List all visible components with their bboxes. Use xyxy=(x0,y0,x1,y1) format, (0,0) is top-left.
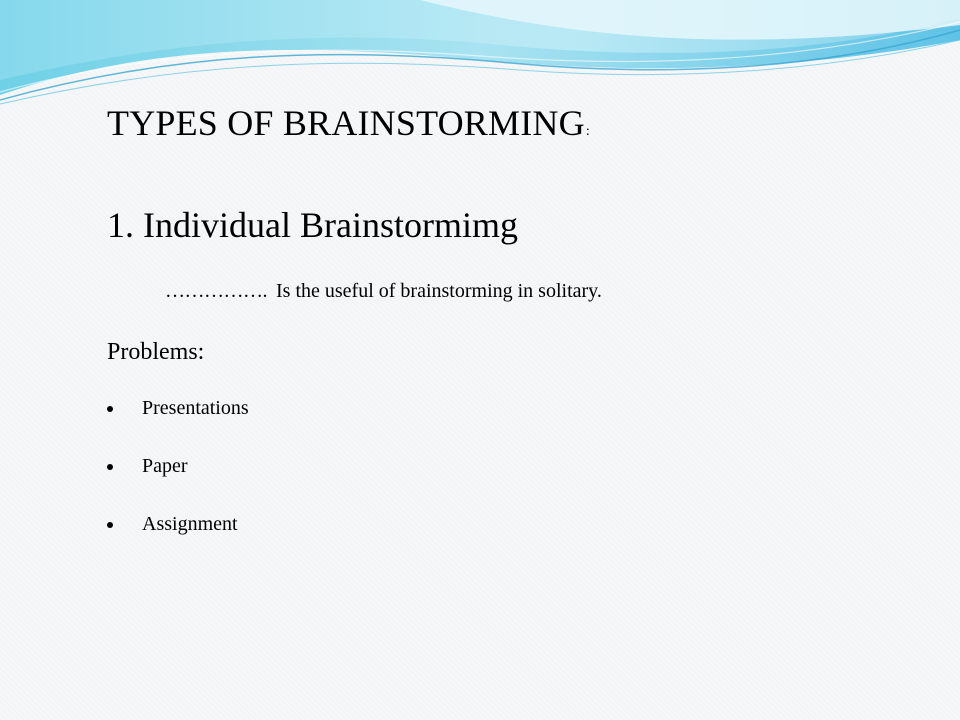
list-item-text: Paper xyxy=(142,455,188,477)
section-heading-text: Individual Brainstormimg xyxy=(143,205,518,245)
list-item-text: Presentations xyxy=(142,397,249,419)
list-item-text: Assignment xyxy=(142,513,238,535)
description-dots: ……………. xyxy=(165,280,267,302)
section-number: 1. xyxy=(107,205,134,245)
bullet-icon xyxy=(107,522,113,528)
section-description xyxy=(165,280,602,303)
slide-title-text: TYPES OF BRAINSTORMING xyxy=(107,103,585,143)
problems-label: Problems: xyxy=(107,339,205,365)
bullet-icon xyxy=(107,406,113,412)
bullet-icon xyxy=(107,464,113,470)
slide-title xyxy=(107,102,590,144)
slide-title-colon: : xyxy=(585,124,590,139)
description-text: Is the useful of brainstorming in solitary. xyxy=(276,280,602,302)
section-heading xyxy=(107,204,518,246)
